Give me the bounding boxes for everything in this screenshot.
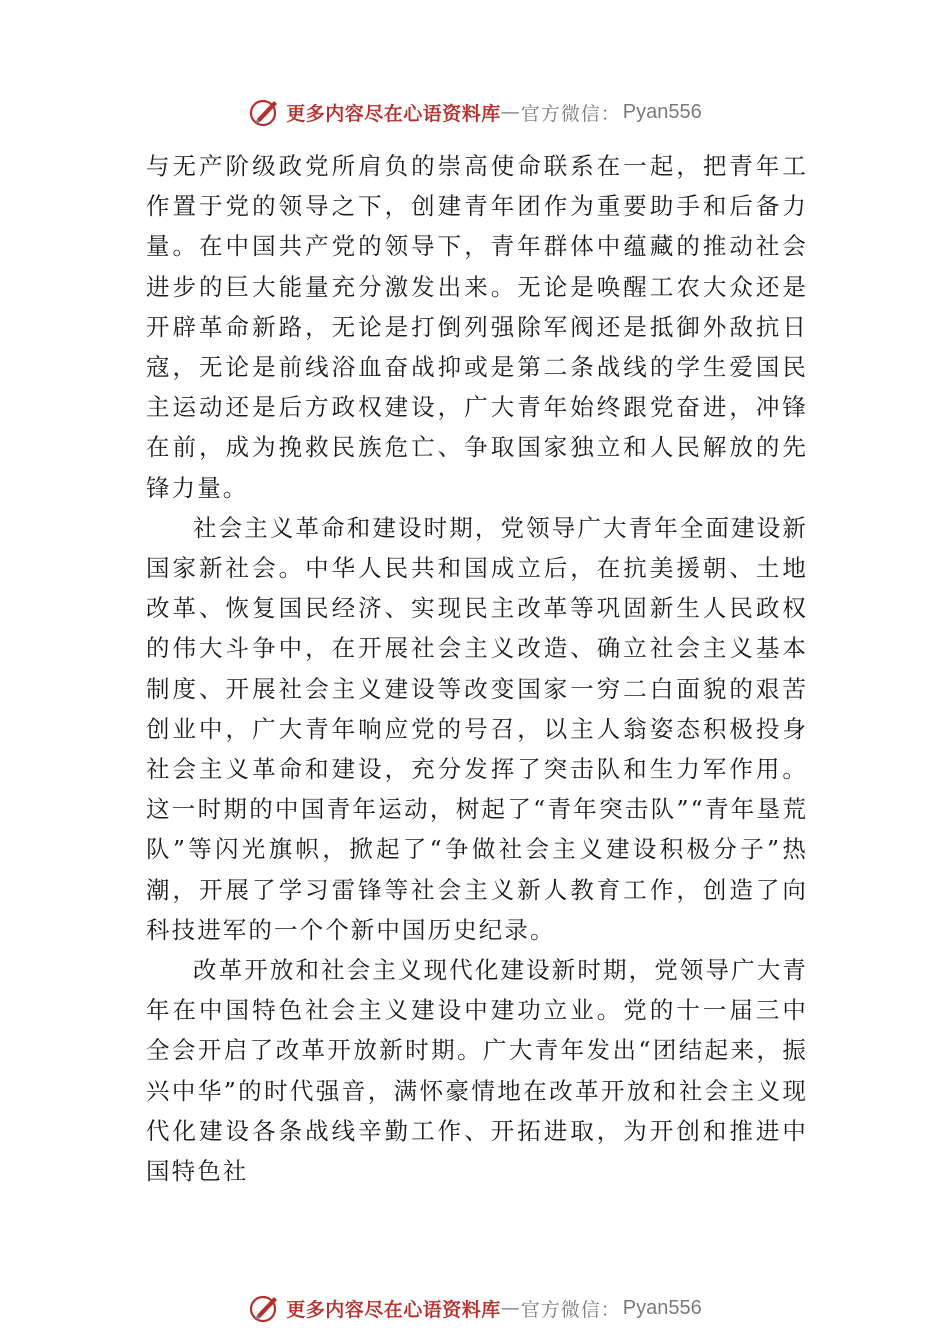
pen-circle-logo-icon — [248, 1291, 282, 1325]
footer-watermark — [0, 1288, 950, 1328]
document-body — [146, 146, 808, 1191]
watermark-brand: 更多内容尽在心语资料库 — [286, 1298, 501, 1321]
header-watermark — [0, 92, 950, 132]
paragraph-continued: 与无产阶级政党所肩负的崇高使命联系在一起，把青年工作置于党的领导之下，创建青年团作为重要助手和后备力量。在中国共产党的领导下，青年群体中蕴藏的推动社会进步的巨大能量充分激发出来。无论是唤醒工农大众还是开辟革命新路，无论是打倒列强除军阀还是抵御外敌抗日寇，无论是前线浴血奋战抑或是第二条战线的学生爱国民主运动还是后方政权建设，广大青年始终跟党奋进，冲锋在前，成为挽救民族危亡、争取国家独立和人民解放的先锋力量。 — [146, 152, 808, 502]
watermark-dash: — — [500, 101, 521, 123]
watermark-account: Pyan556 — [622, 1296, 702, 1319]
paragraph-reform-opening: 改革开放和社会主义现代化建设新时期，党领导广大青年在中国特色社会主义建设中建功立业。党的十一届三中全会开启了改革开放新时期。广大青年发出“团结起来，振兴中华”的时代强音，满怀豪情地在改革开放和社会主义现代化建设各条战线辛勤工作、开拓进取，为开创和推进中国特色社 — [146, 956, 808, 1186]
paragraph-socialist-construction: 社会主义革命和建设时期，党领导广大青年全面建设新国家新社会。中华人民共和国成立后，在抗美援朝、土地改革、恢复国民经济、实现民主改革等巩固新生人民政权的伟大斗争中，在开展社会主义改造、确立社会主义基本制度、开展社会主义建设等改变国家一穷二白面貌的艰苦创业中，广大青年响应党的号召，以主人翁姿态积极投身社会主义革命和建设，充分发挥了突击队和生力军作用。这一时期的中国青年运动，树起了“青年突击队”“青年垦荒队”等闪光旗帜，掀起了“争做社会主义建设积极分子”热潮，开展了学习雷锋等社会主义新人教育工作，创造了向科技进军的一个个新中国历史纪录。 — [146, 513, 808, 944]
watermark-account: Pyan556 — [622, 100, 702, 123]
watermark-brand: 更多内容尽在心语资料库 — [286, 102, 501, 125]
watermark-dash: — — [500, 1297, 521, 1319]
watermark-label: 官方微信： — [520, 102, 621, 125]
watermark-label: 官方微信： — [520, 1298, 621, 1321]
pen-circle-logo-icon — [248, 95, 282, 129]
